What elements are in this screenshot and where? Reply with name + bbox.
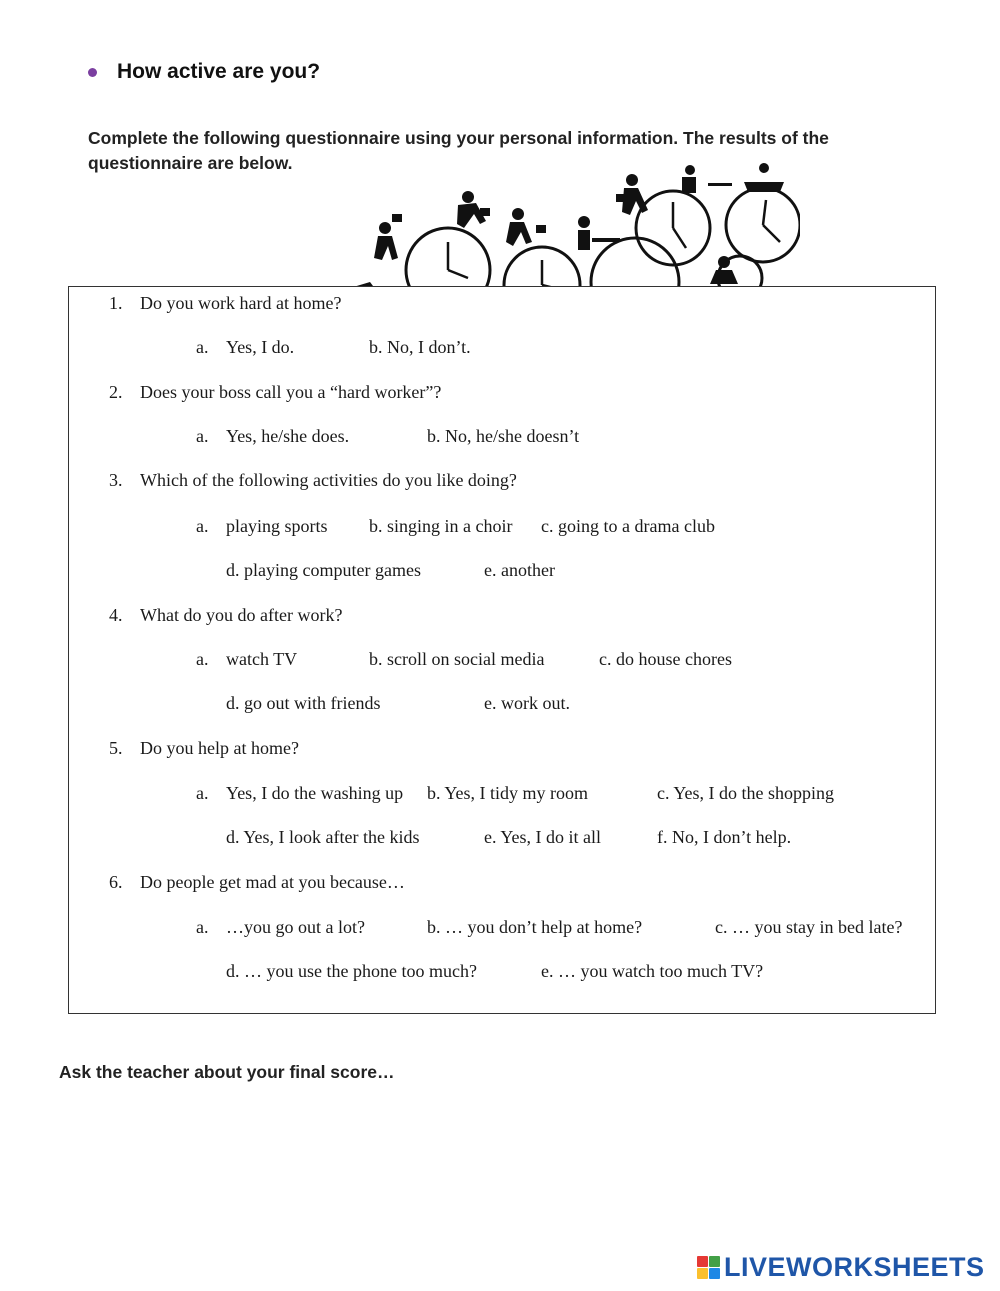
question-text: Which of the following activities do you like doing? — [140, 470, 517, 490]
option-label: a. — [196, 426, 209, 446]
option[interactable]: c. do house chores — [599, 649, 732, 669]
option[interactable]: Yes, he/she does. — [226, 426, 350, 446]
question-text: Do people get mad at you because… — [140, 872, 405, 892]
option-label: a. — [196, 516, 209, 536]
option[interactable]: c. Yes, I do the shopping — [657, 783, 835, 803]
option[interactable]: f. No, I don’t help. — [657, 827, 792, 847]
option[interactable]: playing sports — [226, 516, 328, 536]
option[interactable]: b. … you don’t help at home? — [427, 917, 643, 937]
option-label: a. — [196, 649, 209, 669]
question-number: 4. — [109, 605, 123, 625]
option[interactable]: d. playing computer games — [226, 560, 421, 580]
busy-people-on-clocks-icon — [340, 150, 800, 290]
option[interactable]: c. … you stay in bed late? — [715, 917, 903, 937]
question-number: 1. — [109, 293, 123, 313]
question-text: Do you work hard at home? — [140, 293, 342, 313]
option[interactable]: …you go out a lot? — [226, 917, 365, 937]
question-number: 2. — [109, 382, 123, 402]
option[interactable]: b. No, he/she doesn’t — [427, 426, 580, 446]
page-title: How active are you? — [117, 60, 321, 83]
instructions: Complete the following questionnaire using your personal information. The results of the questionnaire are below. — [88, 128, 829, 173]
option[interactable]: d. go out with friends — [226, 693, 381, 713]
question-number: 5. — [109, 738, 123, 758]
option[interactable]: d. Yes, I look after the kids — [226, 827, 420, 847]
footer-note: Ask the teacher about your final score… — [59, 1062, 395, 1082]
question-number: 6. — [109, 872, 123, 892]
option[interactable]: e. … you watch too much TV? — [541, 961, 764, 981]
bullet-icon — [88, 68, 97, 77]
brand-name: LIVEWORKSHEETS — [724, 1252, 985, 1282]
option[interactable]: d. … you use the phone too much? — [226, 961, 477, 981]
option-label: a. — [196, 337, 209, 357]
option[interactable]: b. No, I don’t. — [369, 337, 471, 357]
option-label: a. — [196, 783, 209, 803]
option[interactable]: watch TV — [226, 649, 298, 669]
question-number: 3. — [109, 470, 123, 490]
option[interactable]: e. Yes, I do it all — [484, 827, 601, 847]
option[interactable]: e. work out. — [484, 693, 570, 713]
title-row — [88, 60, 320, 84]
option[interactable]: e. another — [484, 560, 555, 580]
brand-logo[interactable] — [697, 1252, 985, 1283]
questionnaire-box — [68, 286, 936, 1014]
option[interactable]: c. going to a drama club — [541, 516, 715, 536]
option[interactable]: b. scroll on social media — [369, 649, 545, 669]
question-text: Does your boss call you a “hard worker”? — [140, 382, 442, 402]
question-text: What do you do after work? — [140, 605, 343, 625]
option[interactable]: b. singing in a choir — [369, 516, 513, 536]
option[interactable]: Yes, I do. — [226, 337, 295, 357]
option-label: a. — [196, 917, 209, 937]
question-text: Do you help at home? — [140, 738, 299, 758]
option[interactable]: Yes, I do the washing up — [226, 783, 404, 803]
option[interactable]: b. Yes, I tidy my room — [427, 783, 589, 803]
brand-blocks-icon — [697, 1256, 720, 1279]
